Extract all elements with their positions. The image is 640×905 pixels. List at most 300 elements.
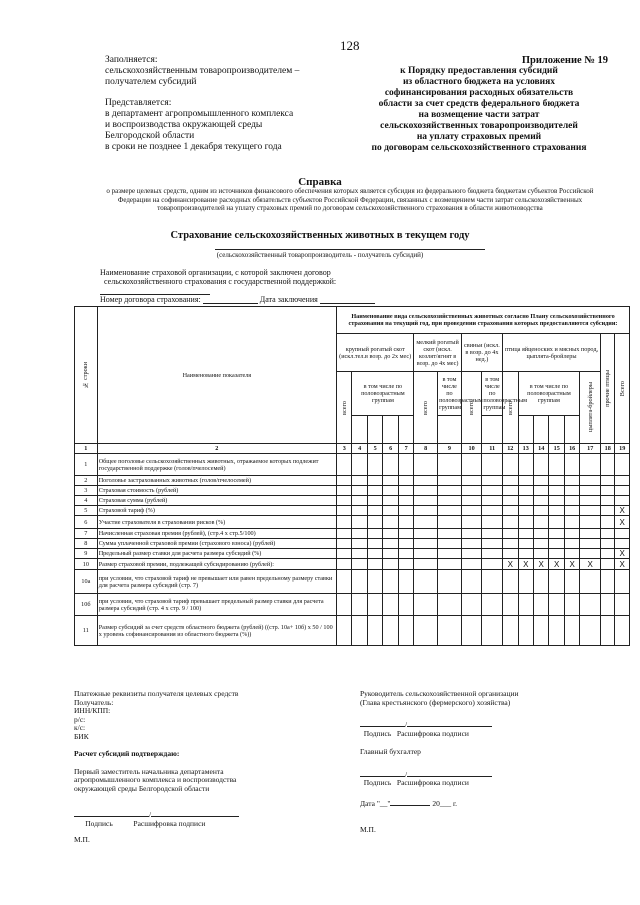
value-cell[interactable] bbox=[383, 476, 398, 486]
value-cell[interactable] bbox=[533, 570, 548, 594]
value-cell[interactable] bbox=[533, 549, 548, 559]
value-cell[interactable] bbox=[383, 529, 398, 539]
value-cell[interactable] bbox=[533, 496, 548, 506]
row-indicator: Начисленная страховая премия (рублей), (стр.4 x стр.5/100) bbox=[97, 529, 336, 539]
value-cell[interactable] bbox=[461, 486, 482, 496]
payment-label: Платежные реквизиты получателя целевых средств bbox=[74, 689, 239, 698]
value-cell[interactable] bbox=[482, 529, 503, 539]
row-number: 1 bbox=[75, 454, 98, 476]
value-cell[interactable] bbox=[337, 559, 352, 570]
value-cell[interactable] bbox=[337, 454, 352, 476]
value-cell[interactable] bbox=[503, 570, 518, 594]
value-cell[interactable] bbox=[398, 570, 413, 594]
col-num: 13 bbox=[518, 444, 533, 454]
table-row bbox=[75, 549, 630, 559]
value-cell[interactable] bbox=[549, 616, 564, 646]
col-pigs: свиньи (искл. в возр. до 4х нед.) bbox=[461, 334, 502, 372]
value-cell[interactable] bbox=[564, 539, 579, 549]
value-cell[interactable] bbox=[503, 454, 518, 476]
value-cell[interactable] bbox=[482, 496, 503, 506]
value-cell[interactable] bbox=[352, 594, 367, 616]
value-cell[interactable] bbox=[367, 549, 382, 559]
value-cell[interactable] bbox=[615, 454, 630, 476]
value-cell[interactable] bbox=[518, 516, 533, 529]
decode-field[interactable] bbox=[151, 816, 239, 817]
value-cell[interactable] bbox=[398, 496, 413, 506]
value-cell[interactable] bbox=[367, 454, 382, 476]
fill-by-line: получателем субсидий bbox=[105, 77, 197, 87]
value-cell[interactable] bbox=[615, 486, 630, 496]
value-cell[interactable] bbox=[383, 516, 398, 529]
value-cell[interactable] bbox=[367, 476, 382, 486]
value-cell[interactable] bbox=[383, 559, 398, 570]
sign-caption: Подпись bbox=[363, 728, 392, 738]
value-cell[interactable] bbox=[367, 516, 382, 529]
value-cell[interactable] bbox=[615, 570, 630, 594]
confirmed-label: Расчет субсидий подтверждаю: bbox=[74, 749, 180, 758]
contract-date-field[interactable] bbox=[320, 303, 375, 304]
row-indicator: Предельный размер ставки для расчета размера субсидий (%) bbox=[97, 549, 336, 559]
value-cell[interactable] bbox=[533, 476, 548, 486]
value-cell[interactable] bbox=[564, 454, 579, 476]
signature-field[interactable] bbox=[74, 816, 149, 817]
value-cell[interactable] bbox=[615, 616, 630, 646]
value-cell[interactable] bbox=[383, 486, 398, 496]
col-cattle: крупный рогатый скот (искл.тел.в возр. до 2х мес) bbox=[337, 334, 414, 372]
col-group-header: Наименование вида сельскохозяйственных животных согласно Плану сельскохозяйственного страхования на текущий год, при проведении страхования которых предоставляются субсидии: bbox=[337, 307, 630, 334]
value-cell[interactable] bbox=[549, 549, 564, 559]
value-cell[interactable] bbox=[482, 549, 503, 559]
value-cell[interactable] bbox=[482, 539, 503, 549]
value-cell[interactable] bbox=[398, 539, 413, 549]
recipient-caption: (сельскохозяйственный товаропроизводитель - получатель субсидий) bbox=[216, 251, 424, 259]
contract-number-field[interactable] bbox=[203, 303, 258, 304]
value-cell[interactable] bbox=[383, 454, 398, 476]
row-indicator: Сумма уплаченной страховой премии (страхового взноса) (рублей) bbox=[97, 539, 336, 549]
value-cell[interactable] bbox=[482, 476, 503, 486]
row-number: 3 bbox=[75, 486, 98, 496]
value-cell[interactable] bbox=[518, 549, 533, 559]
value-cell[interactable] bbox=[414, 516, 438, 529]
value-cell[interactable] bbox=[438, 549, 462, 559]
value-cell[interactable] bbox=[601, 549, 615, 559]
value-cell[interactable] bbox=[398, 549, 413, 559]
head-decode-field[interactable] bbox=[407, 726, 492, 727]
accountant-label: Главный бухгалтер bbox=[360, 747, 421, 756]
value-cell[interactable] bbox=[503, 496, 518, 506]
value-cell[interactable] bbox=[601, 570, 615, 594]
value-cell[interactable] bbox=[549, 476, 564, 486]
x-mark-cell: X bbox=[564, 559, 579, 570]
row-indicator: Страховая сумма (рублей) bbox=[97, 496, 336, 506]
value-cell[interactable] bbox=[438, 594, 462, 616]
value-cell[interactable] bbox=[580, 516, 601, 529]
col-num: 5 bbox=[367, 444, 382, 454]
col-small-cattle: мелкий рогатый скот (искл. козлят/ягнят в возр. до 4х мес) bbox=[414, 334, 461, 372]
value-cell[interactable] bbox=[601, 559, 615, 570]
value-cell[interactable] bbox=[615, 496, 630, 506]
value-cell[interactable] bbox=[503, 594, 518, 616]
value-cell[interactable] bbox=[383, 594, 398, 616]
sign-caption: Подпись bbox=[85, 818, 113, 828]
value-cell[interactable] bbox=[533, 529, 548, 539]
value-cell[interactable] bbox=[461, 616, 482, 646]
table-row bbox=[75, 476, 630, 486]
col-num: 9 bbox=[438, 444, 462, 454]
col-num: 7 bbox=[398, 444, 413, 454]
value-cell[interactable] bbox=[533, 454, 548, 476]
value-cell[interactable] bbox=[503, 516, 518, 529]
x-mark-cell: X bbox=[518, 559, 533, 570]
value-cell[interactable] bbox=[414, 539, 438, 549]
value-cell[interactable] bbox=[564, 570, 579, 594]
decode-caption: Расшифровка подписи bbox=[133, 818, 206, 828]
value-cell[interactable] bbox=[398, 529, 413, 539]
col-other-birds: прочие птицы bbox=[601, 334, 615, 444]
value-cell[interactable] bbox=[503, 539, 518, 549]
value-cell[interactable] bbox=[438, 454, 462, 476]
value-cell[interactable] bbox=[580, 539, 601, 549]
value-cell[interactable] bbox=[549, 496, 564, 506]
row-indicator: Размер субсидий за счет средств областного бюджета (рублей) ((стр. 10а+ 10б) x 50 / 100 x уровень софинансирования из областного бюджета (%)) bbox=[97, 616, 336, 646]
value-cell[interactable] bbox=[367, 486, 382, 496]
value-cell[interactable] bbox=[549, 454, 564, 476]
value-cell[interactable] bbox=[518, 506, 533, 516]
value-cell[interactable] bbox=[482, 516, 503, 529]
value-cell[interactable] bbox=[438, 476, 462, 486]
value-cell[interactable] bbox=[414, 496, 438, 506]
value-cell[interactable] bbox=[533, 506, 548, 516]
value-cell[interactable] bbox=[398, 594, 413, 616]
appendix-line: области за счет средств федерального бюджета bbox=[378, 99, 580, 109]
value-cell[interactable] bbox=[337, 529, 352, 539]
insurer-label: Наименование страховой организации, с которой заключен договор bbox=[100, 268, 331, 277]
value-cell[interactable] bbox=[564, 496, 579, 506]
fill-by-line: сельскохозяйственным товаропроизводителем – bbox=[105, 66, 300, 76]
value-cell[interactable] bbox=[564, 476, 579, 486]
row-indicator: Участие страхователя в страховании рисков (%) bbox=[97, 516, 336, 529]
value-cell[interactable] bbox=[438, 539, 462, 549]
value-cell[interactable] bbox=[503, 529, 518, 539]
value-cell[interactable] bbox=[461, 570, 482, 594]
value-cell[interactable] bbox=[549, 506, 564, 516]
value-cell[interactable] bbox=[461, 539, 482, 549]
value-cell[interactable] bbox=[398, 559, 413, 570]
value-cell[interactable] bbox=[461, 476, 482, 486]
value-cell[interactable] bbox=[461, 506, 482, 516]
value-cell[interactable] bbox=[352, 516, 367, 529]
value-cell[interactable] bbox=[580, 594, 601, 616]
value-cell[interactable] bbox=[383, 539, 398, 549]
insurer-label-2: сельскохозяйственного страхования с государственной поддержкой: bbox=[104, 277, 337, 286]
deadline-line: в сроки не позднее 1 декабря текущего года bbox=[105, 142, 282, 152]
value-cell[interactable] bbox=[482, 454, 503, 476]
value-cell[interactable] bbox=[482, 594, 503, 616]
value-cell[interactable] bbox=[518, 454, 533, 476]
value-cell[interactable] bbox=[615, 594, 630, 616]
value-cell[interactable] bbox=[564, 529, 579, 539]
value-cell[interactable] bbox=[367, 616, 382, 646]
value-cell[interactable] bbox=[337, 506, 352, 516]
value-cell[interactable] bbox=[461, 594, 482, 616]
value-cell[interactable] bbox=[414, 616, 438, 646]
value-cell[interactable] bbox=[580, 486, 601, 496]
value-cell[interactable] bbox=[518, 539, 533, 549]
value-cell[interactable] bbox=[352, 616, 367, 646]
value-cell[interactable] bbox=[533, 486, 548, 496]
doc-description: о размере целевых средств, одним из источников финансового обеспечения которых является субсидия из федерального бюджета бюджетам субъектов Российской Федерации на софинансирование расходных обязательств субъектов Российской Федерации, связанных с возмещением части затрат сельскохозяйственных товаропроизводителей на уплату страховых премий по договорам сельскохозяйственного страхования в области животноводства bbox=[106, 187, 594, 212]
appendix-line: софинансирования расходных обязательств bbox=[384, 88, 574, 98]
appendix-number: Приложение № 19 bbox=[521, 55, 608, 66]
value-cell[interactable] bbox=[601, 496, 615, 506]
value-cell[interactable] bbox=[482, 616, 503, 646]
value-cell[interactable] bbox=[518, 529, 533, 539]
head-label: Руководитель сельскохозяйственной организации bbox=[360, 689, 519, 698]
value-cell[interactable] bbox=[503, 616, 518, 646]
value-cell[interactable] bbox=[461, 559, 482, 570]
decode-caption: Расшифровка подписи bbox=[396, 778, 469, 787]
col-num: 11 bbox=[482, 444, 503, 454]
value-cell[interactable] bbox=[549, 539, 564, 549]
value-cell[interactable] bbox=[337, 496, 352, 506]
value-cell[interactable] bbox=[601, 506, 615, 516]
col-num: 19 bbox=[615, 444, 630, 454]
value-cell[interactable] bbox=[482, 570, 503, 594]
value-cell[interactable] bbox=[601, 539, 615, 549]
submit-to-line: и воспроизводства окружающей среды bbox=[105, 120, 263, 130]
value-cell[interactable] bbox=[352, 496, 367, 506]
value-cell[interactable] bbox=[518, 486, 533, 496]
col-num: 6 bbox=[383, 444, 398, 454]
value-cell[interactable] bbox=[414, 549, 438, 559]
value-cell[interactable] bbox=[414, 594, 438, 616]
value-cell[interactable] bbox=[367, 496, 382, 506]
value-cell[interactable] bbox=[503, 549, 518, 559]
value-cell[interactable] bbox=[461, 549, 482, 559]
head-signature-field[interactable] bbox=[360, 726, 405, 727]
value-cell[interactable] bbox=[615, 539, 630, 549]
col-row-no: № строки bbox=[75, 307, 98, 444]
value-cell[interactable] bbox=[352, 506, 367, 516]
value-cell[interactable] bbox=[601, 454, 615, 476]
col-pigs-total: всего bbox=[461, 372, 482, 444]
x-mark-cell: X bbox=[580, 559, 601, 570]
value-cell[interactable] bbox=[503, 506, 518, 516]
value-cell[interactable] bbox=[383, 506, 398, 516]
value-cell[interactable] bbox=[580, 616, 601, 646]
value-cell[interactable] bbox=[352, 570, 367, 594]
value-cell[interactable] bbox=[398, 454, 413, 476]
value-cell[interactable] bbox=[549, 529, 564, 539]
value-cell[interactable] bbox=[438, 516, 462, 529]
value-cell[interactable] bbox=[461, 529, 482, 539]
value-cell[interactable] bbox=[352, 529, 367, 539]
value-cell[interactable] bbox=[615, 476, 630, 486]
value-cell[interactable] bbox=[414, 506, 438, 516]
value-cell[interactable] bbox=[601, 616, 615, 646]
value-cell[interactable] bbox=[383, 616, 398, 646]
value-cell[interactable] bbox=[615, 529, 630, 539]
value-cell[interactable] bbox=[601, 516, 615, 529]
row-indicator: при условии, что страховой тариф не превышает или равен предельному размеру ставки для расчета размера субсидий (стр. 7) bbox=[97, 570, 336, 594]
value-cell[interactable] bbox=[337, 549, 352, 559]
deputy-line: окружающей среды Белгородской области bbox=[74, 783, 210, 793]
value-cell[interactable] bbox=[367, 539, 382, 549]
value-cell[interactable] bbox=[580, 454, 601, 476]
value-cell[interactable] bbox=[352, 486, 367, 496]
row-indicator: Размер страховой премии, подлежащей субсидированию (рублей): bbox=[97, 559, 336, 570]
x-mark-cell: X bbox=[549, 559, 564, 570]
value-cell[interactable] bbox=[337, 539, 352, 549]
submit-label: Представляется: bbox=[105, 98, 172, 108]
value-cell[interactable] bbox=[352, 559, 367, 570]
value-cell[interactable] bbox=[414, 570, 438, 594]
acc-signature-field[interactable] bbox=[360, 776, 405, 777]
table-row bbox=[75, 486, 630, 496]
value-cell[interactable] bbox=[580, 570, 601, 594]
value-cell[interactable] bbox=[518, 616, 533, 646]
value-cell[interactable] bbox=[564, 486, 579, 496]
table-row bbox=[75, 516, 630, 529]
col-indicator: Наименование показателя bbox=[97, 307, 336, 444]
date-month-field[interactable] bbox=[390, 805, 430, 806]
value-cell[interactable] bbox=[414, 454, 438, 476]
value-cell[interactable] bbox=[601, 594, 615, 616]
value-cell[interactable] bbox=[438, 486, 462, 496]
value-cell[interactable] bbox=[564, 616, 579, 646]
value-cell[interactable] bbox=[482, 486, 503, 496]
value-cell[interactable] bbox=[352, 539, 367, 549]
row-indicator: Поголовье застрахованных животных (голов/пчелосемей) bbox=[97, 476, 336, 486]
value-cell[interactable] bbox=[367, 594, 382, 616]
value-cell[interactable] bbox=[414, 559, 438, 570]
value-cell[interactable] bbox=[518, 570, 533, 594]
value-cell[interactable] bbox=[438, 616, 462, 646]
value-cell[interactable] bbox=[549, 594, 564, 616]
value-cell[interactable] bbox=[352, 476, 367, 486]
value-cell[interactable] bbox=[438, 496, 462, 506]
value-cell[interactable] bbox=[337, 594, 352, 616]
table-row bbox=[75, 570, 630, 594]
value-cell[interactable] bbox=[580, 506, 601, 516]
value-cell[interactable] bbox=[398, 516, 413, 529]
col-num: 18 bbox=[601, 444, 615, 454]
col-num: 3 bbox=[337, 444, 352, 454]
value-cell[interactable] bbox=[549, 516, 564, 529]
submit-to-line: в департамент агропромышленного комплекса bbox=[105, 109, 294, 119]
value-cell[interactable] bbox=[438, 559, 462, 570]
value-cell[interactable] bbox=[398, 476, 413, 486]
value-cell[interactable] bbox=[601, 476, 615, 486]
value-cell[interactable] bbox=[383, 570, 398, 594]
subsidy-table bbox=[74, 306, 630, 646]
value-cell[interactable] bbox=[549, 570, 564, 594]
value-cell[interactable] bbox=[564, 516, 579, 529]
value-cell[interactable] bbox=[518, 476, 533, 486]
value-cell[interactable] bbox=[461, 454, 482, 476]
value-cell[interactable] bbox=[398, 486, 413, 496]
x-mark-cell: X bbox=[533, 559, 548, 570]
value-cell[interactable] bbox=[398, 506, 413, 516]
col-num: 10 bbox=[461, 444, 482, 454]
value-cell[interactable] bbox=[461, 516, 482, 529]
value-cell[interactable] bbox=[367, 529, 382, 539]
value-cell[interactable] bbox=[601, 529, 615, 539]
value-cell[interactable] bbox=[533, 616, 548, 646]
value-cell[interactable] bbox=[461, 496, 482, 506]
value-cell[interactable] bbox=[580, 529, 601, 539]
value-cell[interactable] bbox=[337, 516, 352, 529]
row-number: 4 bbox=[75, 496, 98, 506]
value-cell[interactable] bbox=[337, 476, 352, 486]
bottom-right-block: Руководитель сельскохозяйственной организации (Глава крестьянского (фермерского) хозяйства) / Подпись Расшифровка подписи Главный бухгалтер / Подпись Расшифровка подписи Дата "__" 20___ г. М.П. bbox=[360, 690, 610, 835]
value-cell[interactable] bbox=[352, 454, 367, 476]
value-cell[interactable] bbox=[337, 486, 352, 496]
value-cell[interactable] bbox=[564, 506, 579, 516]
value-cell[interactable] bbox=[503, 486, 518, 496]
value-cell[interactable] bbox=[337, 570, 352, 594]
value-cell[interactable] bbox=[580, 496, 601, 506]
value-cell[interactable] bbox=[533, 594, 548, 616]
value-cell[interactable] bbox=[518, 594, 533, 616]
value-cell[interactable] bbox=[482, 559, 503, 570]
deputy-line: агропромышленного комплекса и воспроизводства bbox=[74, 775, 237, 784]
col-pigs-groups: в том числе по половозрастным группам bbox=[482, 372, 503, 416]
value-cell[interactable] bbox=[367, 559, 382, 570]
value-cell[interactable] bbox=[503, 476, 518, 486]
row-number: 6 bbox=[75, 516, 98, 529]
x-mark-cell: X bbox=[615, 516, 630, 529]
deputy-line: Первый заместитель начальника департамента bbox=[74, 766, 224, 776]
value-cell[interactable] bbox=[564, 594, 579, 616]
value-cell[interactable] bbox=[533, 516, 548, 529]
value-cell[interactable] bbox=[482, 506, 503, 516]
value-cell[interactable] bbox=[438, 570, 462, 594]
value-cell[interactable] bbox=[580, 549, 601, 559]
value-cell[interactable] bbox=[518, 496, 533, 506]
value-cell[interactable] bbox=[601, 486, 615, 496]
head-label-2: (Глава крестьянского (фермерского) хозяйства) bbox=[360, 697, 511, 707]
value-cell[interactable] bbox=[367, 570, 382, 594]
value-cell[interactable] bbox=[414, 529, 438, 539]
table-row bbox=[75, 529, 630, 539]
value-cell[interactable] bbox=[438, 506, 462, 516]
value-cell[interactable] bbox=[367, 506, 382, 516]
appendix-line: из областного бюджета на условиях bbox=[402, 77, 556, 87]
table-row bbox=[75, 559, 630, 570]
acc-decode-field[interactable] bbox=[407, 776, 492, 777]
value-cell[interactable] bbox=[533, 539, 548, 549]
recipient-line[interactable] bbox=[215, 249, 485, 250]
value-cell[interactable] bbox=[337, 616, 352, 646]
col-num: 15 bbox=[549, 444, 564, 454]
value-cell[interactable] bbox=[383, 549, 398, 559]
x-mark-cell: X bbox=[615, 559, 630, 570]
value-cell[interactable] bbox=[398, 616, 413, 646]
row-indicator: Страховой тариф (%) bbox=[97, 506, 336, 516]
value-cell[interactable] bbox=[414, 476, 438, 486]
value-cell[interactable] bbox=[549, 486, 564, 496]
value-cell[interactable] bbox=[580, 476, 601, 486]
col-grand-total: Всего bbox=[615, 334, 630, 444]
value-cell[interactable] bbox=[352, 549, 367, 559]
value-cell[interactable] bbox=[383, 496, 398, 506]
value-cell[interactable] bbox=[438, 529, 462, 539]
contract-number-label: Номер договора страхования: bbox=[100, 295, 201, 304]
value-cell[interactable] bbox=[414, 486, 438, 496]
row-number: 2 bbox=[75, 476, 98, 486]
value-cell[interactable] bbox=[564, 549, 579, 559]
